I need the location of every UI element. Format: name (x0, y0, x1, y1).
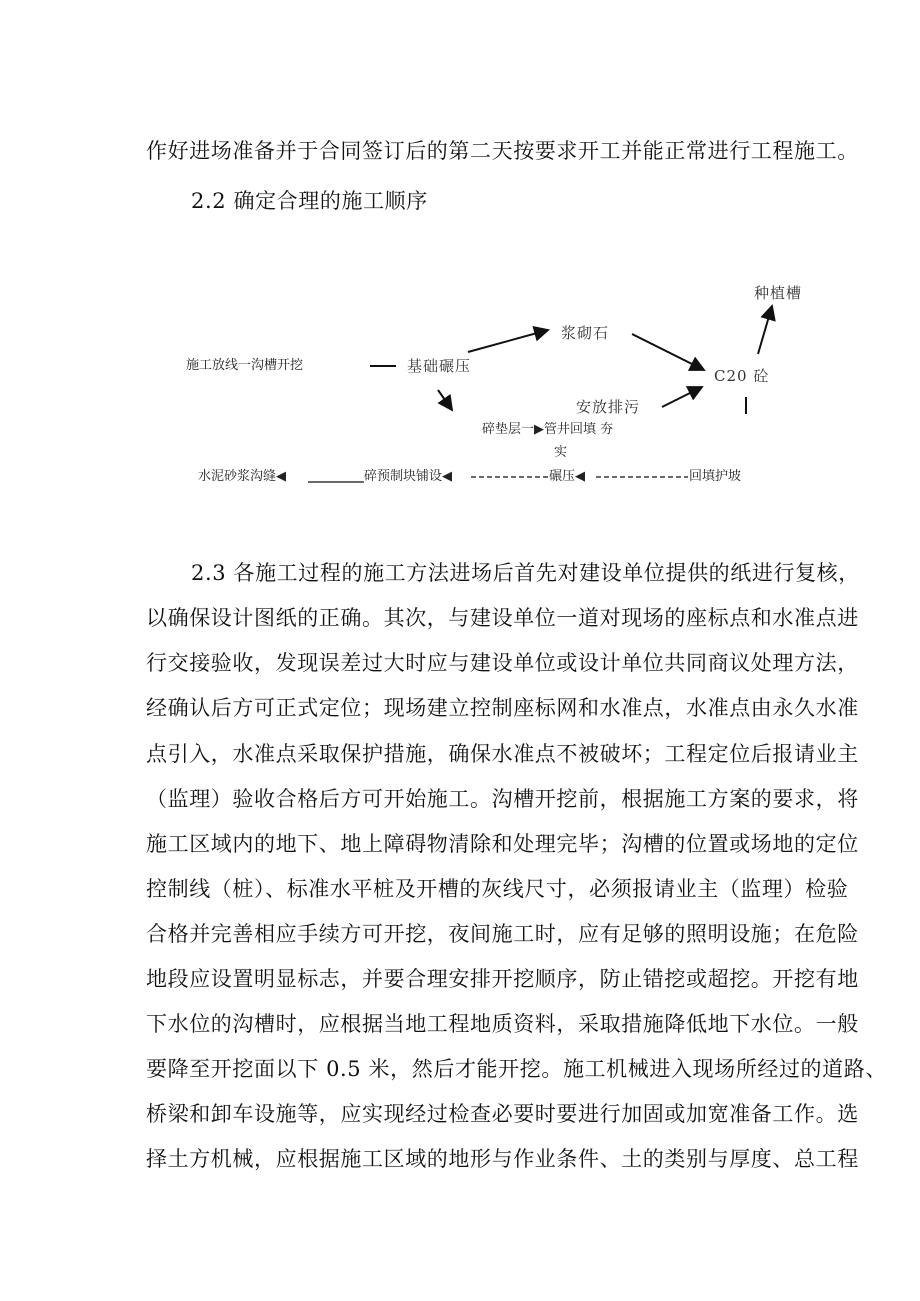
node-foundation: 基础碾压 (407, 357, 472, 375)
node-gravel: 碎垫层一▶管井回填 夯 (482, 422, 614, 437)
paragraph-line: 行交接验收，发现误差过大时应与建设单位或设计单位共同商议处理方法， (146, 651, 859, 675)
node-compact: 碾压◀ (549, 469, 585, 484)
node-install: 安放排污 (576, 398, 641, 416)
node-gravel-cont: 实 (554, 445, 568, 460)
intro-line: 作好进场准备并于合同签订后的第二天按要求开工并能正常进行工程施工。 (146, 139, 859, 163)
paragraph-line: 施工区域内的地下、地上障碍物清除和处理完毕；沟槽的位置或场地的定位 (146, 832, 859, 856)
paragraph-line: 经确认后方可正式定位；现场建立控制座标网和水准点，水准点由永久水准 (146, 696, 859, 720)
paragraph-line: （监理）验收合格后方可开始施工。沟槽开挖前，根据施工方案的要求，将 (146, 787, 859, 811)
construction-sequence-diagram (0, 0, 920, 520)
paragraph-line: 要降至开挖面以下 0.5 米，然后才能开挖。施工机械进入现场所经过的道路、 (146, 1057, 887, 1081)
diagram-arrows (0, 0, 920, 520)
arrow-masonry-to-c20 (632, 334, 704, 370)
paragraph-line: 控制线（桩）、标准水平桩及开槽的灰线尺寸，必须报请业主（监理）检验 (146, 877, 849, 901)
node-masonry: 浆砌石 (561, 324, 610, 342)
arrow-c20-to-planting (758, 306, 772, 354)
node-planting: 种植槽 (754, 284, 803, 302)
node-mortar: 水泥砂浆沟缝◀ (198, 469, 286, 484)
paragraph-line: 点引入，水准点采取保护措施，确保水准点不被破坏；工程定位后报请业主 (146, 742, 859, 766)
node-c20: C20 砼 (714, 367, 770, 385)
arrow-foundation-to-masonry (468, 330, 548, 352)
paragraph-line: 以确保设计图纸的正确。其次，与建设单位一道对现场的座标点和水准点进 (146, 606, 859, 630)
section-heading-2-2: 2.2 确定合理的施工顺序 (191, 189, 428, 213)
paragraph-line: 择土方机械，应根据施工区域的地形与作业条件、土的类别与厚度、总工程 (146, 1147, 859, 1171)
node-paving: 碎预制块铺设◀ (364, 469, 452, 484)
node-backfill: 回填护坡 (689, 469, 742, 484)
paragraph-line: 2.3 各施工过程的施工方法进场后首先对建设单位提供的纸进行复核， (191, 561, 860, 585)
arrow-foundation-to-gravel (438, 390, 452, 410)
arrow-install-to-c20 (662, 387, 702, 407)
paragraph-line: 下水位的沟槽时，应根据当地工程地质资料，采取措施降低地下水位。一般 (146, 1012, 859, 1036)
paragraph-line: 地段应设置明显标志，并要合理安排开挖顺序，防止错挖或超挖。开挖有地 (146, 967, 859, 991)
node-start: 施工放线一沟槽开挖 (186, 358, 304, 373)
paragraph-line: 合格并完善相应手续方可开挖，夜间施工时，应有足够的照明设施；在危险 (146, 922, 859, 946)
paragraph-line: 桥梁和卸车设施等，应实现经过检查必要时要进行加固或加宽准备工作。选 (146, 1102, 859, 1126)
